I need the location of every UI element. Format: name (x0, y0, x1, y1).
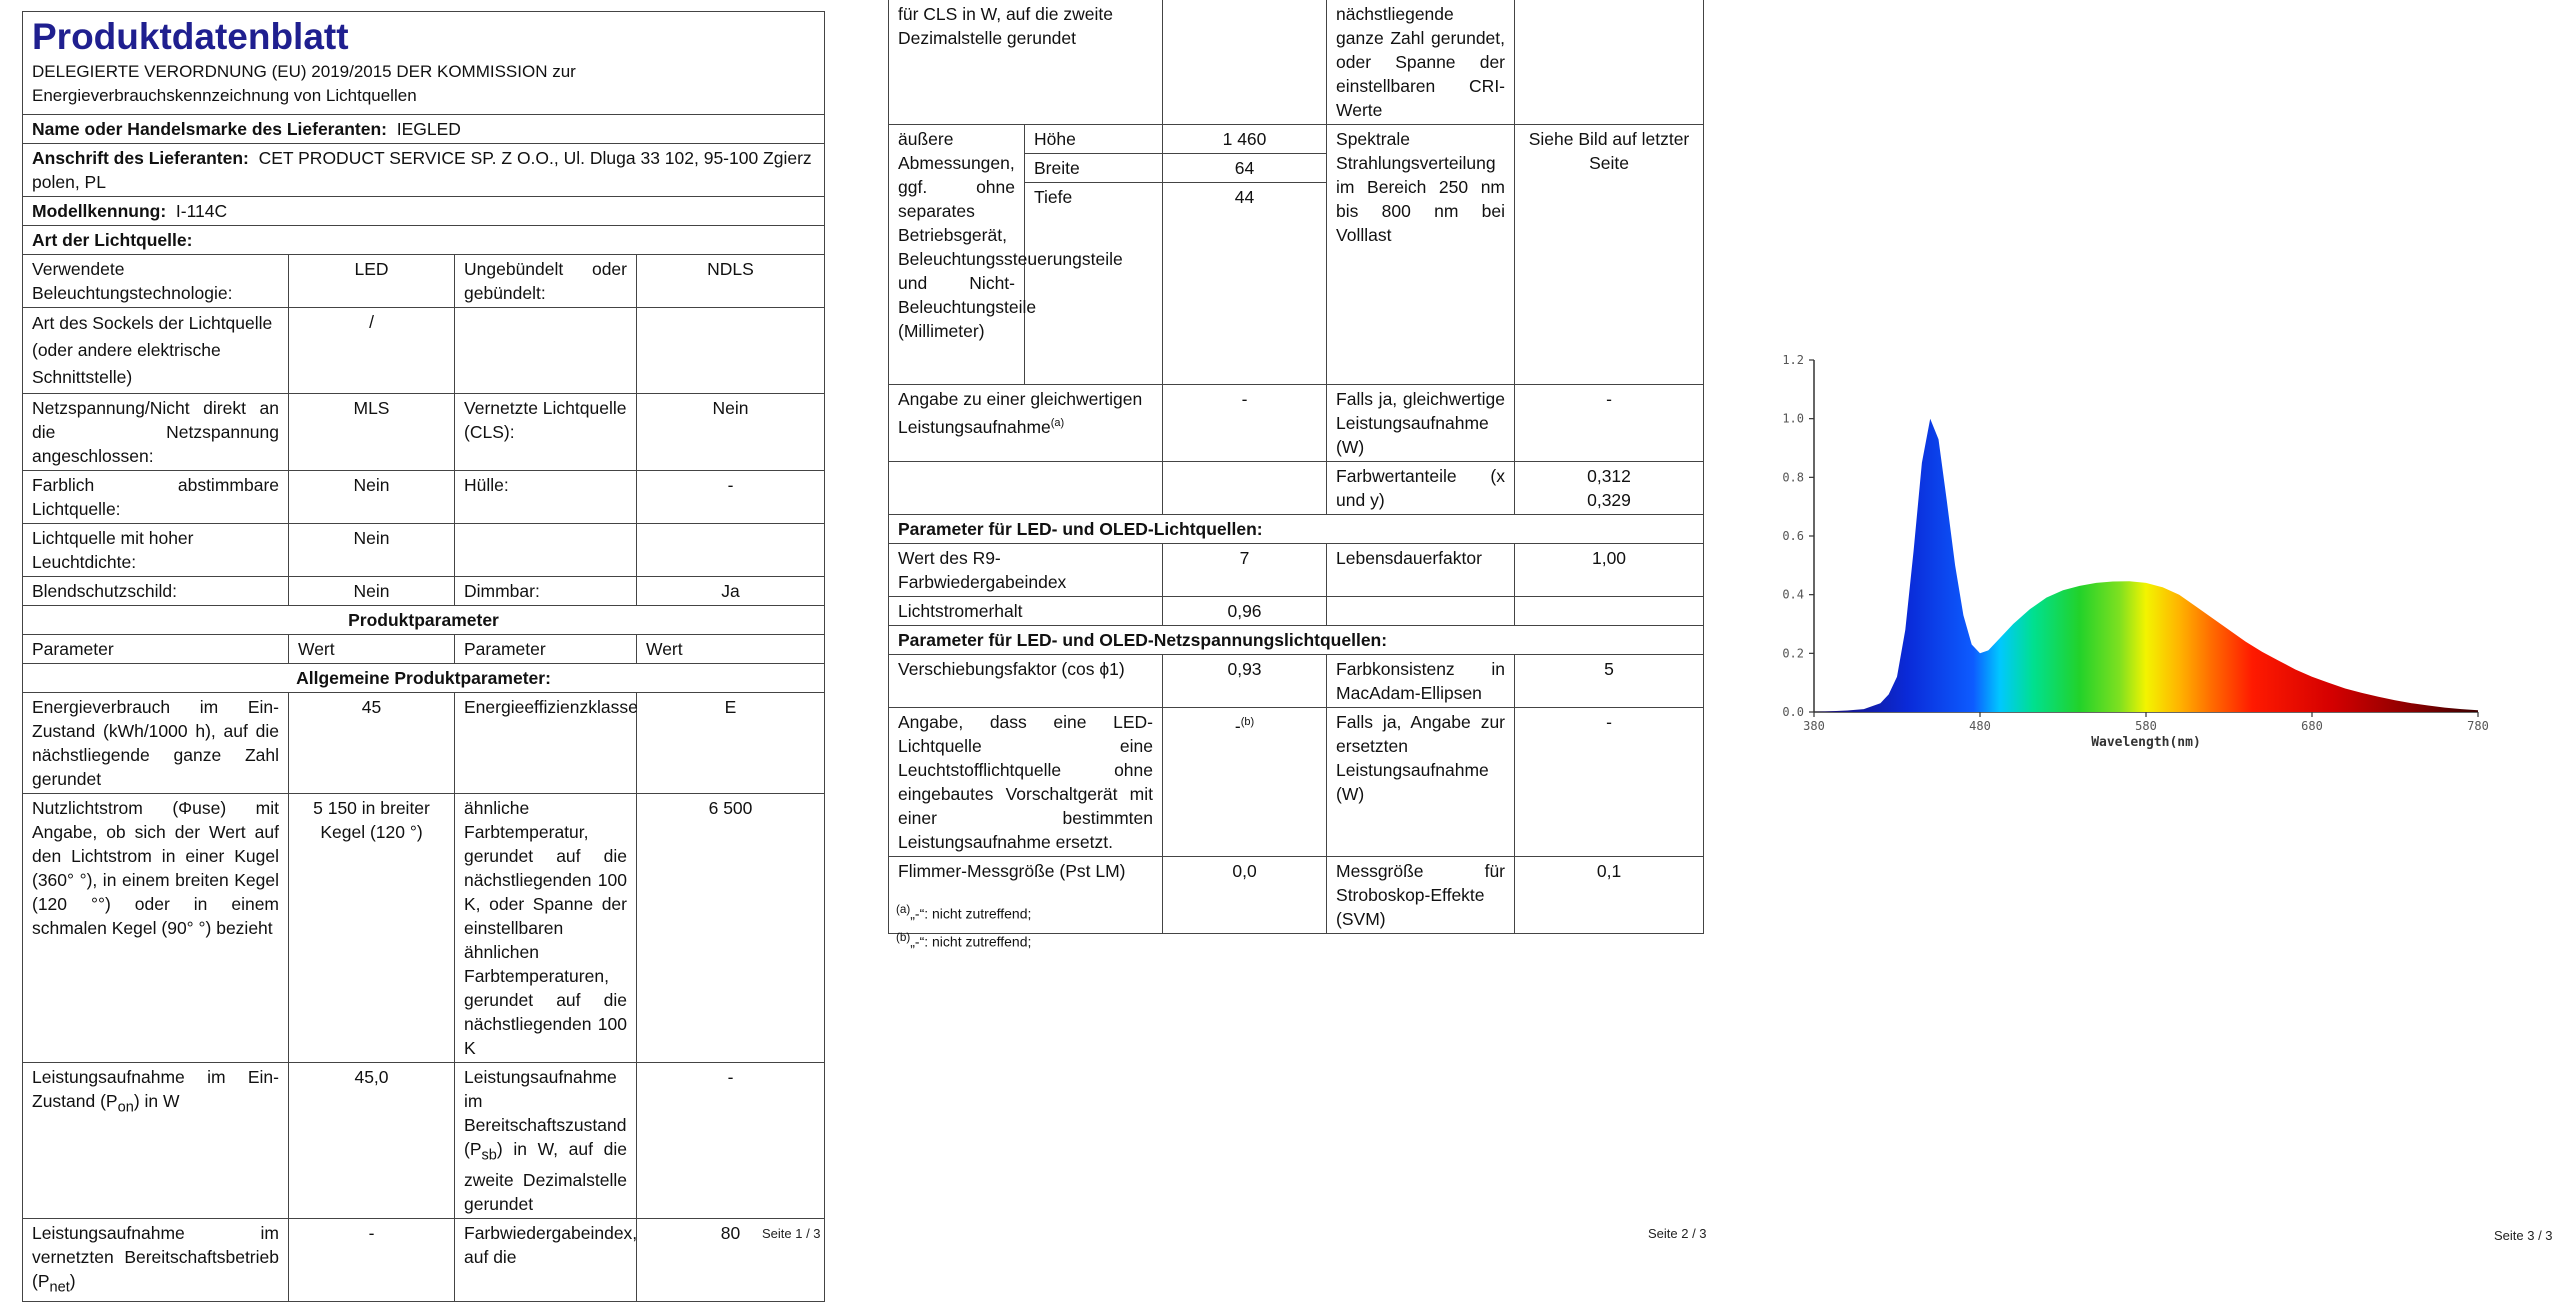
r9-value: 7 (1163, 544, 1327, 597)
mains-led-params-heading: Parameter für LED- und OLED-Netzspannungslichtquellen: (889, 626, 1704, 655)
col-header-value-2: Wert (637, 635, 825, 664)
stroboscopic-label: Messgröße für Stroboskop-Effekte (SVM) (1327, 857, 1515, 934)
footnote-a: $^{(a)}$„-“: nicht zutreffend; (896, 903, 1032, 922)
footnote-b: $^{(b)}$„-“: nicht zutreffend; (896, 930, 1032, 950)
replacement-value: -$^{(b)}$ (1163, 708, 1327, 857)
led-params-heading: Parameter für LED- und OLED-Lichtquellen: (889, 515, 1704, 544)
col-header-param: Parameter (23, 635, 289, 664)
col-header-value: Wert (289, 635, 455, 664)
spectrum-area (1814, 419, 2478, 712)
product-params-heading: Produktparameter (23, 606, 825, 635)
glare-shield-value: Nein (289, 577, 455, 606)
replacement-power-value: - (1515, 708, 1704, 857)
width-value: 64 (1163, 154, 1327, 183)
displacement-factor-label: Verschiebungsfaktor (cos ϕ1) (889, 655, 1163, 708)
pnet-label: Leistungsaufnahme im vernetzten Bereitschaftsbetrieb $(P_{net})$ (23, 1218, 289, 1302)
dimensions-label: äußere Abmessungen, ggf. ohne separates Betriebsgerät, Beleuchtungssteuerungsteile und Nicht-Beleuchtungsteile (Millimeter) (889, 125, 1025, 385)
y-tick-label: 0.4 (1782, 587, 1804, 602)
color-consistency-value: 5 (1515, 655, 1704, 708)
mains-value: MLS (289, 394, 455, 471)
y-tick-label: 1.2 (1782, 353, 1804, 367)
chromaticity-x: 0,312 (1587, 466, 1631, 486)
cls-value: Nein (637, 394, 825, 471)
page-number-1: Seite 1 / 3 (762, 1226, 821, 1241)
depth-value: 44 (1163, 183, 1327, 385)
chromaticity-values (1515, 462, 1704, 515)
model-label: Modellkennung: (32, 201, 167, 221)
x-tick-label: 580 (2135, 719, 2157, 733)
general-params-heading: Allgemeine Produktparameter: (23, 664, 825, 693)
lumen-maintenance-value: 0,96 (1163, 597, 1327, 626)
replacement-label: Angabe, dass eine LED-Lichtquelle eine Leuchtstofflichtquelle ohne eingebautes Vorschaltgerät mit einer bestimmten Leistungsaufnahme ersetzt. (889, 708, 1163, 857)
y-axis-ticks (1782, 353, 1814, 719)
footnotes (896, 898, 1031, 953)
address-value: CET PRODUCT SERVICE SP. Z O.O., Ul. Dluga 33 102, 95-100 Zgierz polen, PL (32, 148, 812, 192)
x-tick-label: 380 (1803, 719, 1825, 733)
technology-label: Verwendete Beleuchtungstechnologie: (23, 255, 289, 308)
equivalent-power-w-value: - (1515, 385, 1704, 462)
energy-label: Energieverbrauch im Ein-Zustand (kWh/1000 h), auf die nächstliegende ganze Zahl gerundet (23, 693, 289, 794)
address-label: Anschrift des Lieferanten: (32, 148, 249, 168)
flux-label: Nutzlichtstrom (Φuse) mit Angabe, ob sich der Wert auf den Lichtstrom in einer Kugel (360° °), in einem breiten Kegel (120 °°) oder in einem schmalen Kegel (90° °) bezieht (23, 794, 289, 1063)
psb-label: Leistungsaufnahme im Bereitschaftszustand $(P_{sb})$ in W, auf die zweite Dezimalstelle gerundet (455, 1063, 637, 1219)
socket-value: / (289, 308, 455, 394)
energy-class-value: E (637, 693, 825, 794)
psb-value: - (637, 1063, 825, 1219)
page-2-table (888, 0, 1704, 934)
tunable-label: Farblich abstimmbare Lichtquelle: (23, 471, 289, 524)
continued-left-label: für CLS in W, auf die zweite Dezimalstelle gerundet (889, 0, 1163, 125)
y-tick-label: 1.0 (1782, 411, 1804, 426)
replacement-power-label: Falls ja, Angabe zur ersetzten Leistungsaufnahme (W) (1327, 708, 1515, 857)
flicker-label: Flimmer-Messgröße (Pst LM) (889, 857, 1163, 934)
chromaticity-label: Farbwertanteile (x und y) (1327, 462, 1515, 515)
cls-label: Vernetzte Lichtquelle (CLS): (455, 394, 637, 471)
continued-right-label: nächstliegende ganze Zahl gerundet, oder Spanne der einstellbaren CRI-Werte (1327, 0, 1515, 125)
spectral-value: Siehe Bild auf letzter Seite (1515, 125, 1704, 385)
height-value: 1 460 (1163, 125, 1327, 154)
lifetime-factor-label: Lebensdauerfaktor (1327, 544, 1515, 597)
spectral-distribution-chart (1750, 340, 2510, 760)
x-tick-label: 680 (2301, 719, 2323, 733)
lumen-maintenance-label: Lichtstromerhalt (889, 597, 1163, 626)
tunable-value: Nein (289, 471, 455, 524)
pon-value: 45,0 (289, 1063, 455, 1219)
envelope-label: Hülle: (455, 471, 637, 524)
page-title: Produktdatenblatt (32, 16, 349, 57)
color-consistency-label: Farbkonsistenz in MacAdam-Ellipsen (1327, 655, 1515, 708)
bundled-label: Ungebündelt oder gebündelt: (455, 255, 637, 308)
bundled-value: NDLS (637, 255, 825, 308)
dimmable-value: Ja (637, 577, 825, 606)
lifetime-factor-value: 1,00 (1515, 544, 1704, 597)
model-row (23, 197, 825, 226)
r9-label: Wert des R9-Farbwiedergabeindex (889, 544, 1163, 597)
cct-value: 6 500 (637, 794, 825, 1063)
y-tick-label: 0.8 (1782, 470, 1804, 485)
equivalent-power-w-label: Falls ja, gleichwertige Leistungsaufnahme (W) (1327, 385, 1515, 462)
y-tick-label: 0.0 (1782, 705, 1804, 719)
spectral-label: Spektrale Strahlungsverteilung im Bereich 250 nm bis 800 nm bei Volllast (1327, 125, 1515, 385)
energy-value: 45 (289, 693, 455, 794)
x-tick-label: 480 (1969, 719, 1991, 733)
x-axis-ticks (1803, 712, 2489, 733)
page-number-2: Seite 2 / 3 (1648, 1226, 1707, 1241)
light-type-heading: Art der Lichtquelle: (23, 226, 825, 255)
supplier-row (23, 115, 825, 144)
flux-value: 5 150 in breiter Kegel (120 °) (289, 794, 455, 1063)
mains-label: Netzspannung/Nicht direkt an die Netzspannung angeschlossen: (23, 394, 289, 471)
energy-class-label: Energieeffizienzklasse (455, 693, 637, 794)
high-luminance-value: Nein (289, 524, 455, 577)
equivalent-power-value: - (1163, 385, 1327, 462)
technology-value: LED (289, 255, 455, 308)
depth-label: Tiefe (1025, 183, 1163, 385)
address-row (23, 144, 825, 197)
y-tick-label: 0.2 (1782, 646, 1804, 661)
flicker-value: 0,0 (1163, 857, 1327, 934)
cri-label: Farbwiedergabeindex, auf die (455, 1218, 637, 1302)
width-label: Breite (1025, 154, 1163, 183)
page-number-3: Seite 3 / 3 (2494, 1228, 2553, 1243)
supplier-value: IEGLED (396, 119, 461, 139)
height-label: Höhe (1025, 125, 1163, 154)
high-luminance-label: Lichtquelle mit hoher Leuchtdichte: (23, 524, 289, 577)
page-1-table (22, 11, 825, 1302)
cct-label: ähnliche Farbtemperatur, gerundet auf die nächstliegenden 100 K, oder Spanne der einstellbaren ähnlichen Farbtemperaturen, gerundet auf die nächstliegenden 100 K (455, 794, 637, 1063)
x-tick-label: 780 (2467, 719, 2489, 733)
model-value: I-114C (175, 201, 228, 221)
cri-value: 80 (637, 1218, 825, 1302)
regulation-text: DELEGIERTE VERORDNUNG (EU) 2019/2015 DER KOMMISSION zur Energieverbrauchskennzeichnung von Lichtquellen (32, 62, 576, 105)
pnet-value: - (289, 1218, 455, 1302)
envelope-value: - (637, 471, 825, 524)
stroboscopic-value: 0,1 (1515, 857, 1704, 934)
col-header-param-2: Parameter (455, 635, 637, 664)
chromaticity-y: 0,329 (1587, 490, 1631, 510)
socket-label: Art des Sockels der Lichtquelle (oder andere elektrische Schnittstelle) (23, 308, 289, 394)
pon-label: Leistungsaufnahme im Ein-Zustand $(P_{on})$ in W (23, 1063, 289, 1219)
dimmable-label: Dimmbar: (455, 577, 637, 606)
glare-shield-label: Blendschutzschild: (23, 577, 289, 606)
displacement-factor-value: 0,93 (1163, 655, 1327, 708)
supplier-label: Name oder Handelsmarke des Lieferanten: (32, 119, 387, 139)
x-axis-label: Wavelength(nm) (2091, 735, 2201, 750)
y-tick-label: 0.6 (1782, 529, 1804, 543)
equivalent-power-label: Angabe zu einer gleichwertigen Leistungsaufnahme$^{(a)}$ (889, 385, 1163, 462)
